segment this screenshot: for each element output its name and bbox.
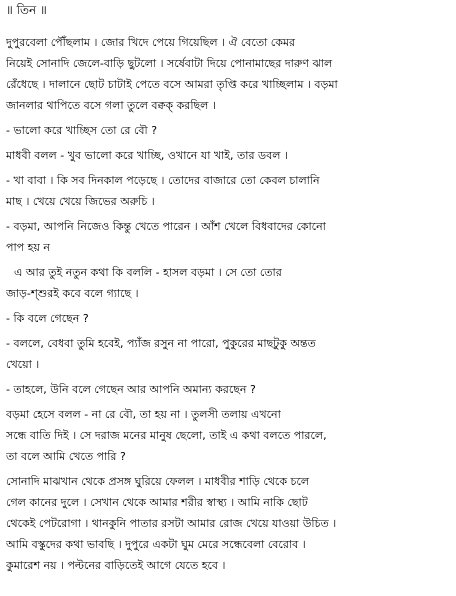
text-line: তা বলে আমি খেতে পারি ? — [6, 450, 126, 463]
paragraph — [6, 333, 450, 375]
text-line: মাধবী বলল - খুব ভালো করে খাচ্ছি, ওখানে যা খাই, তার ডবল । — [6, 149, 288, 162]
paragraph — [6, 145, 450, 166]
text-line: নিয়েই সোনাদি জেলে-বাড়ি ছুটলো । সর্ষেবাটা দিয়ে পোনামাছের দারুণ ঝাল — [6, 57, 333, 70]
text-line: জানলার থাপিতে বসে গলা তুলে বক্বক্ করছিল । — [6, 99, 216, 112]
body-text — [6, 32, 450, 576]
text-line: দুপুরবেলা পৌঁছলাম । জোর খিদে পেয়ে গিয়েছিল । ঐ বেতো কেমর — [6, 36, 296, 49]
text-line: মাছ । খেয়ে খেয়ে জিভের অরুচি । — [6, 195, 155, 208]
text-line: জাড়-শ্শুরই কবে বলে গ্যাছে । — [6, 287, 139, 300]
paragraph — [6, 308, 450, 329]
text-line: বড়মা হেসে বলল - না রে বৌ, তা হয় না । তুলসী তলায় এখনো — [6, 408, 281, 421]
paragraph — [6, 120, 450, 141]
paragraph — [6, 216, 450, 258]
paragraph — [6, 404, 450, 467]
paragraph — [6, 471, 450, 576]
text-line: - বড়মা, আপনি নিজেও কিন্তু খেতে পারেন । আঁশ খেলে বিধবাদের কোনো — [6, 220, 326, 233]
paragraph — [6, 379, 450, 400]
text-line: সন্ধে বাতি দিই । সে দরাজ মনের মানুষ ছেলো, তাই এ কথা বলতে পারলে, — [6, 429, 327, 442]
paragraph — [6, 32, 450, 116]
text-line: কুমারেশ নয় । পল্টনের বাড়িতেই আগে যেতে হবে । — [6, 559, 226, 572]
paragraph — [6, 170, 450, 212]
text-line: থেকেই পেটরোগা । থানকুনি পাতার রসটা আমার রোজ খেয়ে যাওয়া উচিত । — [6, 517, 337, 530]
text-line: আমি বস্কুদের কথা ভাবছি । দুপুরে একটা ঘুম মেরে সন্ধেবেলা বেরোব । — [6, 538, 306, 551]
text-line: - তাহলে, উনি বলে গেছেন আর আপনি অমান্য করছেন ? — [6, 383, 256, 396]
text-line: - বললে, বেধবা তুমি হবেই, প্যাঁজ রসুন না পারো, পুকুরের মাছটুকু অন্তত — [6, 337, 316, 350]
text-line: পাপ হয় ন — [6, 241, 50, 254]
text-line: খেয়ো । — [6, 358, 40, 371]
chapter-heading: ॥ তিন ॥ — [6, 3, 47, 17]
text-line: রেঁধেছে । দালানে ছোট চাটাই পেতে বসে আমরা তৃপ্তি করে খাচ্ছিলাম । বড়মা — [6, 78, 338, 91]
text-line: এ আর তুই নতুন কথা কি বললি - হাসল বড়মা । সে তো তোর — [14, 266, 282, 279]
text-line: - কি বলে গেছেন ? — [6, 312, 89, 325]
text-line: - ভালো করে খাচ্ছিস তো রে বৌ ? — [6, 124, 158, 137]
text-line: গেল কানের দুলে । সেখান থেকে আমার শরীর স্বাস্থ্য । আমি নাকি ছোট — [6, 496, 308, 509]
text-line: সোনাদি মাঝখান থেকে প্রসঙ্গ ঘুরিয়ে ফেলল । মাধবীর শাড়ি থেকে চলে — [6, 475, 310, 488]
paragraph — [6, 262, 450, 304]
text-line: - খা বাবা । কি সব দিনকাল পড়েছে । তোদের বাজারে তো কেবল চালানি — [6, 174, 320, 187]
